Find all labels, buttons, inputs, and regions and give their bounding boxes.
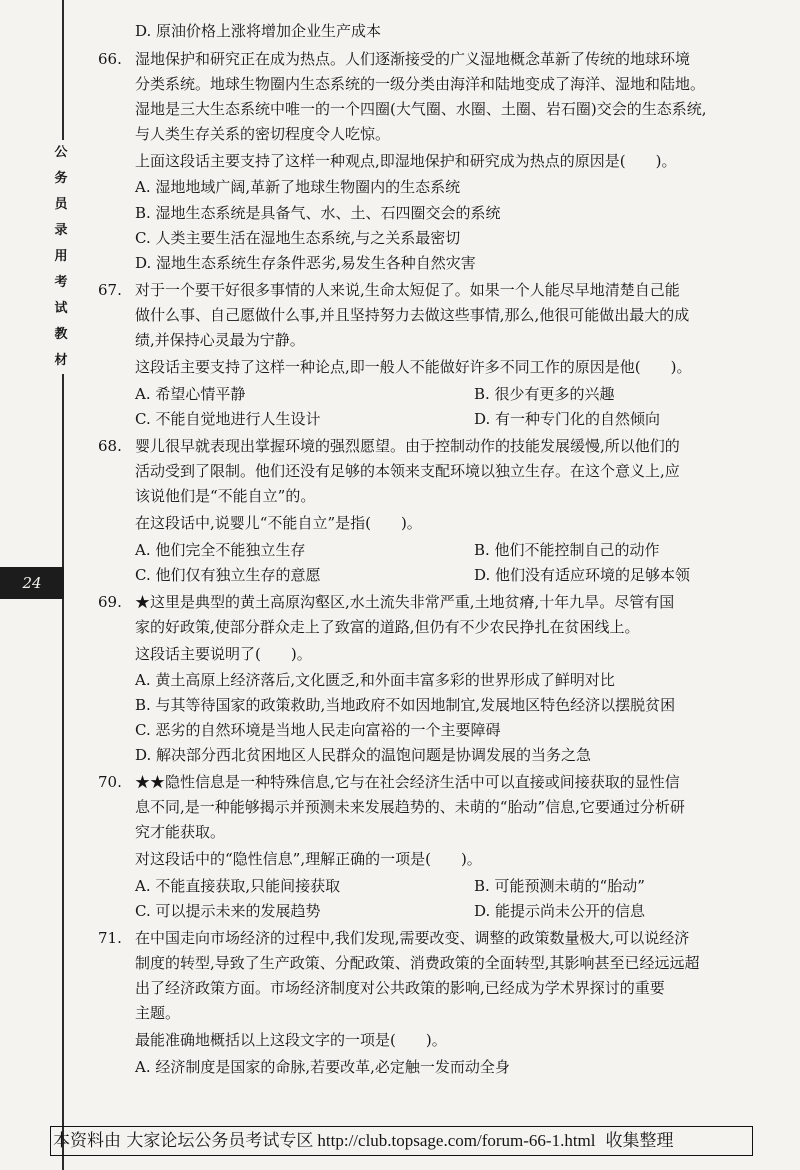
question-69-option-b: B. 与其等待国家的政策救助,当地政府不如因地制宜,发展地区特色经济以摆脱贫困 — [135, 696, 676, 714]
question-66-option-a: A. 湿地地域广阔,革新了地球生物圈内的生态系统 — [135, 178, 461, 196]
prev-question-option-d: D. 原油价格上涨将增加企业生产成本 — [135, 22, 382, 40]
question-67-text-line: 对于一个要干好很多事情的人来说,生命太短促了。如果一个人能尽早地清楚自己能 — [135, 281, 680, 299]
question-69-number: 69. — [98, 593, 122, 611]
question-70-text-line: ★★隐性信息是一种特殊信息,它与在社会经济生活中可以直接或间接获取的显性信 — [135, 773, 680, 791]
source-footer-banner — [50, 1126, 753, 1156]
question-71-text-line: 出了经济政策方面。市场经济制度对公共政策的影响,已经成为学术界探讨的重要 — [135, 979, 665, 997]
question-68-text-line: 婴儿很早就表现出掌握环境的强烈愿望。由于控制动作的技能发展缓慢,所以他们的 — [135, 437, 680, 455]
question-68-option-c: C. 他们仅有独立生存的意愿 — [135, 566, 321, 584]
question-67-text-line: 绩,并保持心灵最为宁静。 — [135, 331, 305, 349]
question-69-option-d: D. 解决部分西北贫困地区人民群众的温饱问题是协调发展的当务之急 — [135, 746, 592, 764]
question-70-option-d: D. 能提示尚未公开的信息 — [474, 902, 646, 920]
side-title-char: 用 — [54, 249, 68, 264]
footer-suffix-text: 收集整理 — [605, 1131, 674, 1151]
question-67-option-c: C. 不能自觉地进行人生设计 — [135, 410, 321, 428]
question-69-text-line: ★这里是典型的黄土高原沟壑区,水土流失非常严重,土地贫瘠,十年九旱。尽管有国 — [135, 593, 675, 611]
question-68-option-a: A. 他们完全不能独立生存 — [135, 541, 306, 559]
side-book-title — [49, 140, 73, 374]
question-68-option-b: B. 他们不能控制自己的动作 — [474, 541, 660, 559]
question-71-prompt: 最能准确地概括以上这段文字的一项是( )。 — [135, 1031, 447, 1049]
question-66-text-line: 分类系统。地球生物圈内生态系统的一级分类由海洋和陆地变成了海洋、湿地和陆地。 — [135, 75, 706, 93]
question-70-option-c: C. 可以提示未来的发展趋势 — [135, 902, 321, 920]
question-68-text-line: 该说他们是“不能自立”的。 — [135, 487, 316, 505]
question-71-text-line: 主题。 — [135, 1004, 181, 1022]
question-69-option-a: A. 黄土高原上经济落后,文化匮乏,和外面丰富多彩的世界形成了鲜明对比 — [135, 671, 615, 689]
question-70-number: 70. — [98, 773, 122, 791]
question-67-option-a: A. 希望心情平静 — [135, 385, 246, 403]
question-66-option-b: B. 湿地生态系统是具备气、水、土、石四圈交会的系统 — [135, 204, 501, 222]
question-70-text-line: 究才能获取。 — [135, 823, 226, 841]
question-66-number: 66. — [98, 50, 122, 68]
question-68-option-d: D. 他们没有适应环境的足够本领 — [474, 566, 691, 584]
side-title-char: 考 — [54, 275, 68, 290]
question-71-text-line: 制度的转型,导致了生产政策、分配政策、消费政策的全面转型,其影响甚至已经远远超 — [135, 954, 700, 972]
side-title-char: 务 — [54, 171, 68, 186]
question-71-number: 71. — [98, 929, 122, 947]
question-66-prompt: 上面这段话主要支持了这样一种观点,即湿地保护和研究成为热点的原因是( )。 — [135, 152, 677, 170]
question-71-option-a: A. 经济制度是国家的命脉,若要改革,必定触一发而动全身 — [135, 1058, 510, 1076]
question-67-option-d: D. 有一种专门化的自然倾向 — [474, 410, 661, 428]
question-67-text-line: 做什么事、自己愿做什么事,并且坚持努力去做这些事情,那么,他很可能做出最大的成 — [135, 306, 690, 324]
question-66-text-line: 湿地保护和研究正在成为热点。人们逐渐接受的广义湿地概念革新了传统的地球环境 — [135, 50, 691, 68]
question-71-text-line: 在中国走向市场经济的过程中,我们发现,需要改变、调整的政策数量极大,可以说经济 — [135, 929, 690, 947]
question-66-text-line: 湿地是三大生态系统中唯一的一个四圈(大气圈、水圈、土圈、岩石圈)交会的生态系统, — [135, 100, 707, 118]
question-67-number: 67. — [98, 281, 122, 299]
question-68-prompt: 在这段话中,说婴儿“不能自立”是指( )。 — [135, 514, 422, 532]
question-68-number: 68. — [98, 437, 122, 455]
side-title-char: 录 — [54, 223, 68, 238]
side-title-char: 材 — [54, 353, 68, 368]
question-70-prompt: 对这段话中的“隐性信息”,理解正确的一项是( )。 — [135, 850, 482, 868]
question-70-option-a: A. 不能直接获取,只能间接获取 — [135, 877, 341, 895]
question-70-option-b: B. 可能预测未萌的“胎动” — [474, 877, 645, 895]
question-69-text-line: 家的好政策,使部分群众走上了致富的道路,但仍有不少农民挣扎在贫困线上。 — [135, 618, 640, 636]
question-66-text-line: 与人类生存关系的密切程度令人吃惊。 — [135, 125, 391, 143]
question-67-prompt: 这段话主要支持了这样一种论点,即一般人不能做好许多不同工作的原因是他( )。 — [135, 358, 692, 376]
question-69-option-c: C. 恶劣的自然环境是当地人民走向富裕的一个主要障碍 — [135, 721, 501, 739]
footer-source-text: 本资料由 大家论坛公务员考试专区 — [53, 1131, 314, 1151]
side-title-char: 员 — [54, 197, 68, 212]
question-67-option-b: B. 很少有更多的兴趣 — [474, 385, 615, 403]
question-70-text-line: 息不同,是一种能够揭示并预测未来发展趋势的、未萌的“胎动”信息,它要通过分析研 — [135, 798, 685, 816]
side-title-char: 教 — [54, 327, 68, 342]
question-66-option-d: D. 湿地生态系统生存条件恶劣,易发生各种自然灾害 — [135, 254, 476, 272]
question-69-prompt: 这段话主要说明了( )。 — [135, 645, 312, 663]
question-66-option-c: C. 人类主要生活在湿地生态系统,与之关系最密切 — [135, 229, 461, 247]
side-title-char: 公 — [54, 145, 68, 160]
page-number-tab: 24 — [0, 567, 64, 599]
footer-forum-link[interactable]: http://club.topsage.com/forum-66-1.html — [317, 1131, 596, 1150]
side-title-char: 试 — [54, 301, 68, 316]
question-68-text-line: 活动受到了限制。他们还没有足够的本领来支配环境以独立生存。在这个意义上,应 — [135, 462, 680, 480]
